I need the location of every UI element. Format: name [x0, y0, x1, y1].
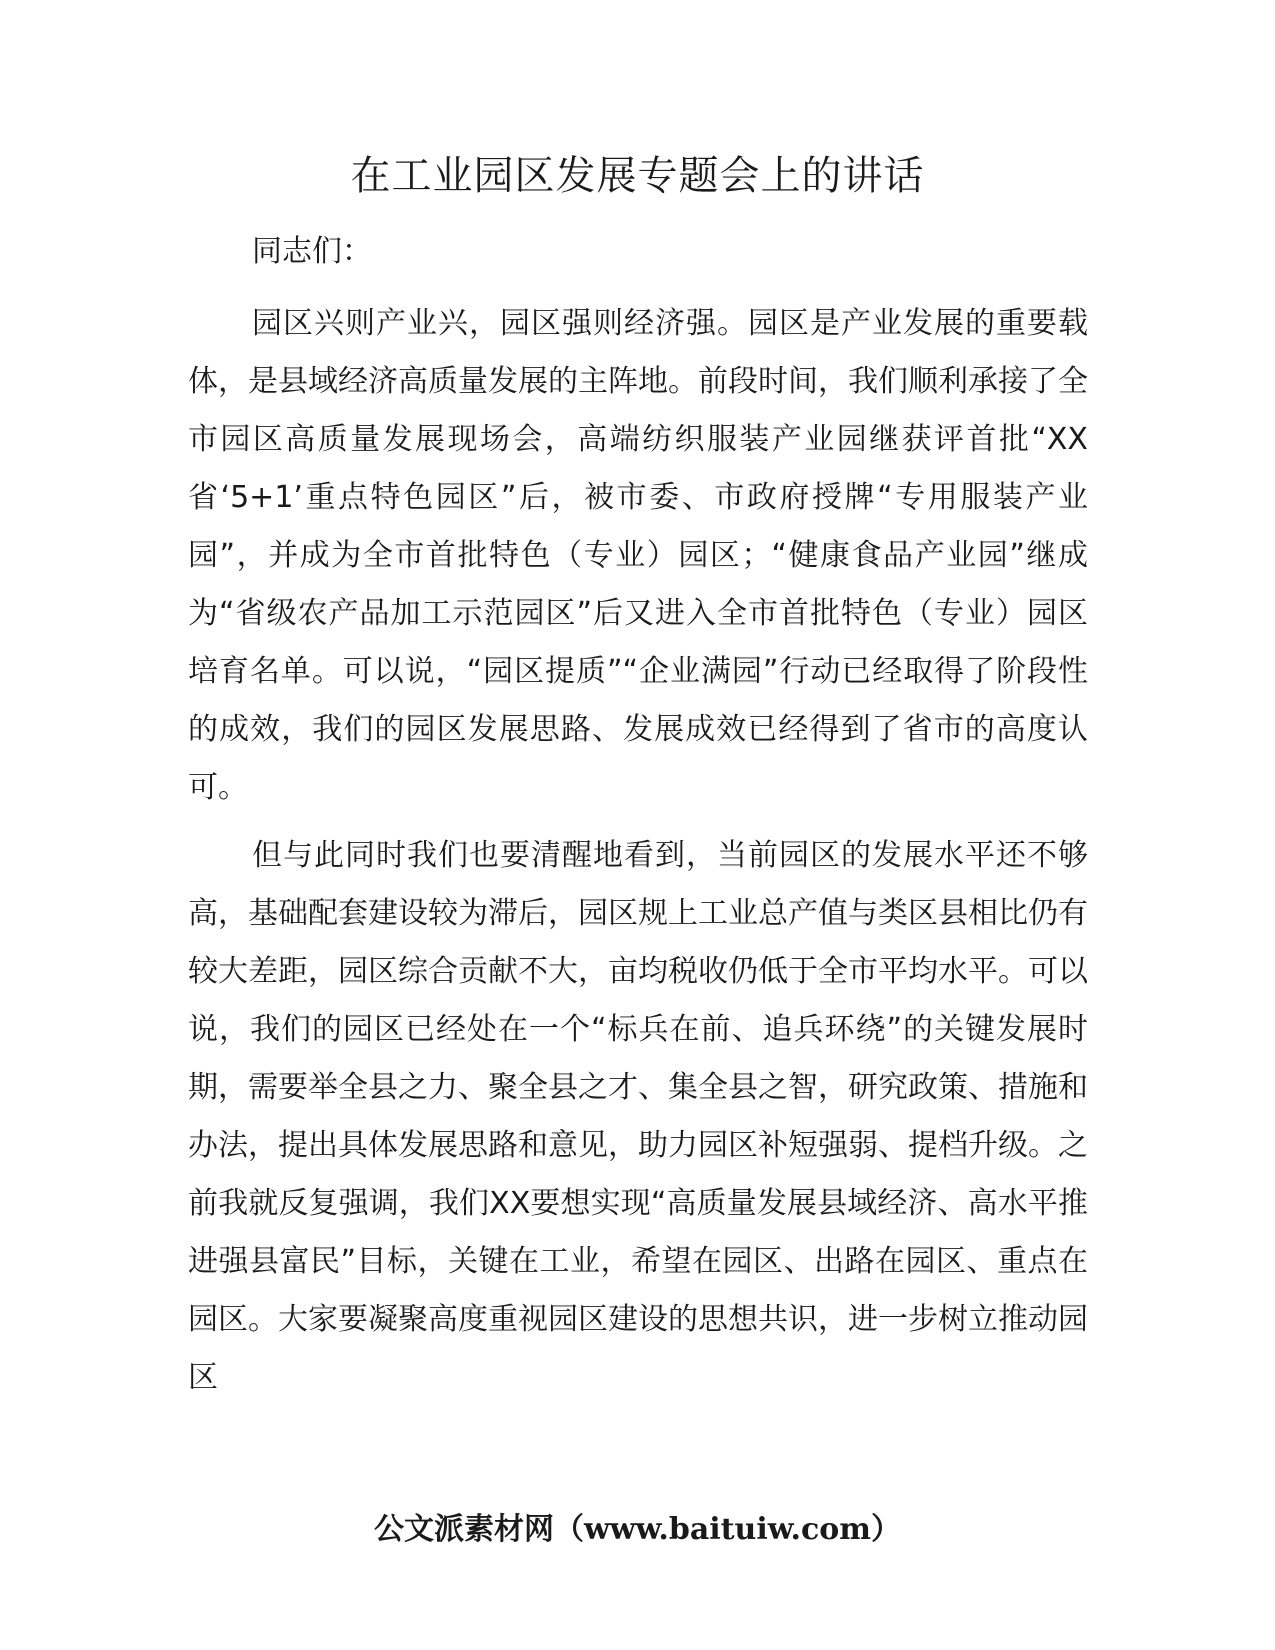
paragraph-2: 但与此同时我们也要清醒地看到，当前园区的发展水平还不够高，基础配套建设较为滞后，园区规上工业总产值与类区县相比仍有较大差距，园区综合贡献不大，亩均税收仍低于全市平均水平。可以说，我们的园区已经处在一个“标兵在前、追兵环绕”的关键发展时期，需要举全县之力、聚全县之才、集全县之智，研究政策、措施和办法，提出具体发展思路和意见，助力园区补短强弱、提档升级。之前我就反复强调，我们XX要想实现“高质量发展县域经济、高水平推进强县富民”目标，关键在工业，希望在园区、出路在园区、重点在园区。大家要凝聚高度重视园区建设的思想共识，进一步树立推动园区	[188, 838, 1088, 1395]
paragraph-1: 园区兴则产业兴，园区强则经济强。园区是产业发展的重要载体，是县域经济高质量发展的主阵地。前段时间，我们顺利承接了全市园区高质量发展现场会，高端纺织服装产业园继获评首批“XX省‘5+1’重点特色园区”后，被市委、市政府授牌“专用服装产业园”，并成为全市首批特色（专业）园区；“健康食品产业园”继成为“省级农产品加工示范园区”后又进入全市首批特色（专业）园区培育名单。可以说，“园区提质”“企业满园”行动已经取得了阶段性的成效，我们的园区发展思路、发展成效已经得到了省市的高度认可。	[188, 306, 1088, 805]
greeting: 同志们：	[252, 234, 372, 269]
document-title: 在工业园区发展专题会上的讲话	[350, 153, 925, 199]
footer-watermark: 公文派素材网（www.baituiw.com）	[373, 1512, 902, 1547]
